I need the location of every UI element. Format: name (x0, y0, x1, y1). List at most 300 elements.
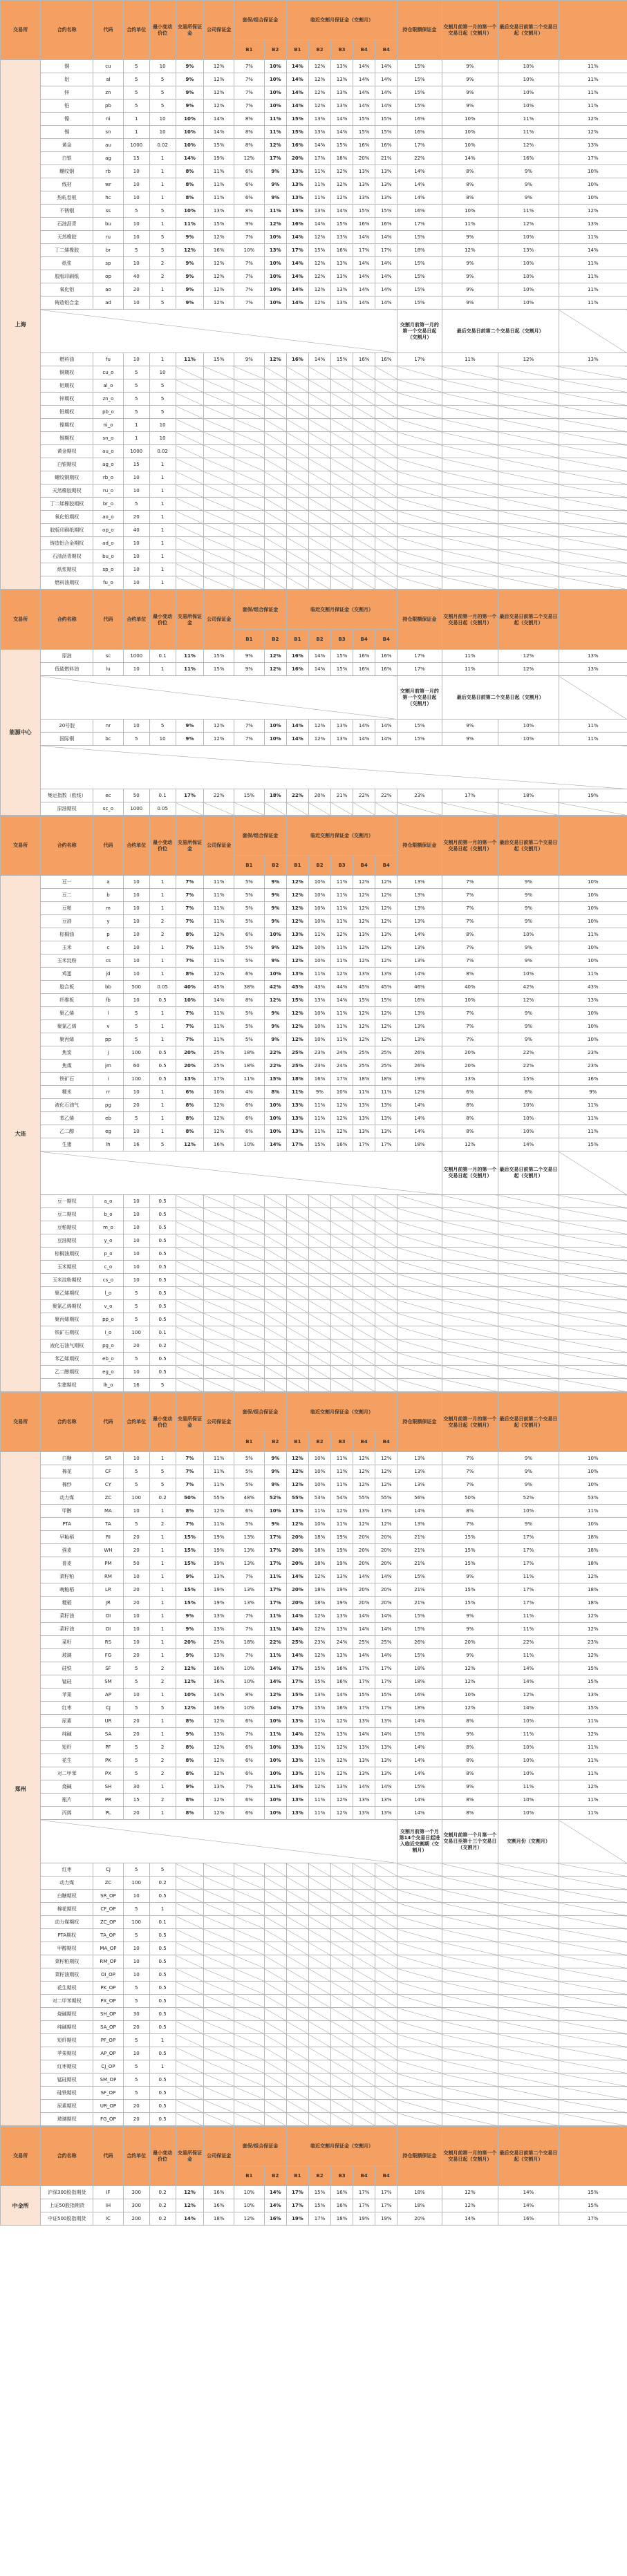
header-position-margin: 持仓限额保证金 (397, 1, 442, 60)
margin-cell: 12% (308, 1649, 330, 1662)
header-product: 合约名称 (41, 816, 93, 876)
product-name: 纸浆期权 (41, 563, 93, 576)
margin-cell: 0.5 (149, 1353, 176, 1366)
margin-cell: 9% (498, 178, 559, 191)
header-position-margin: 持仓限额保证金 (397, 590, 442, 650)
margin-cell: 17% (442, 789, 498, 802)
margin-cell: 10% (498, 968, 559, 981)
product-code: ss (93, 205, 124, 218)
margin-cell: 10 (123, 485, 149, 498)
margin-cell: 14% (397, 165, 442, 178)
margin-cell: 2 (149, 257, 176, 270)
margin-cell: 17% (204, 1073, 234, 1086)
product-name: 苹果 (41, 1689, 93, 1702)
margin-cell: 25% (204, 1636, 234, 1649)
margin-cell: 8% (442, 1125, 498, 1138)
empty-cell (204, 1995, 234, 2008)
margin-cell: 20 (123, 1649, 149, 1662)
product-code: UR_OP (93, 2100, 124, 2113)
margin-cell: 14% (375, 231, 397, 244)
margin-cell: 14% (353, 1780, 375, 1794)
margin-cell: 11% (331, 1465, 353, 1478)
product-name: 红枣 (41, 1863, 93, 1877)
empty-cell (559, 2113, 627, 2126)
margin-cell: 9% (442, 1649, 498, 1662)
header-row (1, 816, 627, 856)
empty-cell (264, 2047, 286, 2060)
margin-cell: 50 (123, 1557, 149, 1570)
empty-cell (442, 1929, 498, 1942)
product-name: 硅铁 (41, 1662, 93, 1675)
product-code: bu_o (93, 550, 124, 563)
margin-cell: 5 (149, 1702, 176, 1715)
margin-cell: 12% (204, 1741, 234, 1754)
margin-cell: 20% (176, 1046, 204, 1060)
product-name: 烧碱 (41, 1780, 93, 1794)
margin-cell: 14% (264, 1662, 286, 1675)
empty-cell (234, 458, 265, 471)
empty-cell (264, 1339, 286, 1353)
margin-cell: 8% (442, 968, 498, 981)
empty-cell (308, 1916, 330, 1929)
product-name: 短纤期权 (41, 2034, 93, 2047)
margin-cell: 25% (286, 1636, 308, 1649)
header-col_b3: B3 (331, 2166, 353, 2186)
margin-cell: 22% (264, 1046, 286, 1060)
product-code: rb (93, 165, 124, 178)
margin-cell: 0.5 (149, 1261, 176, 1274)
empty-cell (559, 1287, 627, 1300)
product-code: i_o (93, 1326, 124, 1339)
product-name: 天然橡胶期权 (41, 485, 93, 498)
margin-cell: 7% (442, 941, 498, 955)
margin-cell: 10 (123, 720, 149, 733)
margin-cell: 6% (234, 191, 265, 205)
margin-cell: 22% (397, 152, 442, 165)
table-row (1, 511, 627, 524)
table-row (1, 1086, 627, 1099)
empty-cell (397, 576, 442, 590)
margin-cell: 10 (123, 955, 149, 968)
margin-cell: 20 (123, 2113, 149, 2126)
margin-cell: 1 (149, 1125, 176, 1138)
margin-cell: 17% (353, 2199, 375, 2212)
empty-cell (353, 485, 375, 498)
empty-cell (559, 406, 627, 419)
margin-cell: 1 (149, 524, 176, 537)
empty-cell (308, 1366, 330, 1379)
empty-cell (176, 406, 204, 419)
empty-cell (264, 485, 286, 498)
table-row (1, 406, 627, 419)
margin-cell: 18% (353, 1073, 375, 1086)
margin-cell: 0.2 (149, 1492, 176, 1505)
product-code: CF_OP (93, 1903, 124, 1916)
margin-cell: 6% (234, 1741, 265, 1754)
empty-cell (234, 1287, 265, 1300)
header-exchange: 交易所 (1, 816, 41, 876)
margin-cell: 14% (353, 1570, 375, 1583)
margin-cell: 7% (234, 1780, 265, 1794)
margin-cell: 13% (375, 165, 397, 178)
margin-cell: 14% (397, 1754, 442, 1767)
margin-cell: 10 (123, 1234, 149, 1248)
margin-cell: 9% (442, 73, 498, 86)
margin-cell: 44% (331, 981, 353, 994)
margin-cell: 12% (176, 1702, 204, 1715)
margin-cell: 12% (264, 218, 286, 231)
empty-cell (353, 524, 375, 537)
header-exchange: 交易所 (1, 1, 41, 60)
empty-cell (286, 1863, 308, 1877)
margin-cell: 1 (149, 498, 176, 511)
margin-cell: 19% (375, 2212, 397, 2226)
empty-cell (331, 432, 353, 445)
empty-cell (498, 2021, 559, 2034)
margin-cell: 19% (204, 1531, 234, 1544)
margin-cell: 13% (286, 1112, 308, 1125)
empty-cell (559, 458, 627, 471)
header-col_b2: B2 (264, 856, 286, 876)
empty-cell (442, 1955, 498, 1968)
margin-cell: 19% (559, 789, 627, 802)
empty-cell (286, 550, 308, 563)
margin-cell: 11% (176, 218, 204, 231)
margin-cell: 5 (123, 1518, 149, 1531)
product-name: 花生期权 (41, 1982, 93, 1995)
product-name: 豆二期权 (41, 1208, 93, 1221)
margin-cell: 11% (442, 663, 498, 676)
product-code: au_o (93, 445, 124, 458)
margin-cell: 16% (286, 139, 308, 152)
table-row (1, 1248, 627, 1261)
empty-cell (397, 379, 442, 393)
margin-cell: 20% (176, 1060, 204, 1073)
header-exchange-margin: 交易所保证金 (176, 590, 204, 650)
empty-cell (204, 2100, 234, 2113)
margin-cell: 13% (353, 928, 375, 941)
empty-cell (353, 576, 375, 590)
product-name: 对二甲苯 (41, 1767, 93, 1780)
margin-cell: 10% (442, 1689, 498, 1702)
margin-cell: 5 (123, 2087, 149, 2100)
table-row (1, 126, 627, 139)
empty-cell (331, 458, 353, 471)
margin-cell: 10 (123, 1366, 149, 1379)
margin-cell: 17% (375, 1138, 397, 1151)
margin-cell: 6% (234, 1099, 265, 1112)
margin-cell: 12% (498, 139, 559, 152)
margin-cell: 12% (559, 205, 627, 218)
empty-cell (397, 1221, 442, 1234)
empty-cell (397, 1366, 442, 1379)
empty-cell (204, 2034, 234, 2047)
header-near-delivery-1: 交割月前第一月的第一个交易日起（交割月） (442, 816, 498, 876)
product-name: PTA (41, 1518, 93, 1531)
header-position-margin: 持仓限额保证金 (397, 2127, 442, 2186)
margin-cell: 5 (149, 1379, 176, 1392)
margin-cell: 0.5 (149, 1995, 176, 2008)
margin-cell: 0.5 (149, 1208, 176, 1221)
margin-cell: 7% (176, 1007, 204, 1020)
margin-cell: 21% (375, 152, 397, 165)
empty-cell (559, 1929, 627, 1942)
product-name: 丁二烯橡胶 (41, 244, 93, 257)
margin-cell: 15% (375, 113, 397, 126)
empty-cell (353, 1195, 375, 1208)
empty-cell (204, 1929, 234, 1942)
margin-cell: 17% (397, 650, 442, 663)
product-code: al (93, 73, 124, 86)
product-code: ad_o (93, 537, 124, 550)
empty-cell (498, 366, 559, 379)
margin-cell: 0.5 (149, 2008, 176, 2021)
margin-cell: 12% (204, 86, 234, 100)
empty-cell (264, 419, 286, 432)
empty-cell (308, 1195, 330, 1208)
empty-cell (397, 563, 442, 576)
empty-cell (375, 576, 397, 590)
empty-cell (442, 393, 498, 406)
margin-cell: 16% (353, 650, 375, 663)
margin-cell: 9% (264, 1465, 286, 1478)
empty-cell (264, 1955, 286, 1968)
margin-cell: 54% (331, 1492, 353, 1505)
margin-cell: 11% (498, 1649, 559, 1662)
margin-cell: 13% (286, 1715, 308, 1728)
empty-cell (176, 2113, 204, 2126)
margin-cell: 11% (559, 1794, 627, 1807)
empty-cell (204, 485, 234, 498)
empty-cell (264, 393, 286, 406)
margin-cell: 13% (331, 1649, 353, 1662)
empty-cell (286, 576, 308, 590)
margin-cell: 14% (353, 733, 375, 746)
margin-cell: 13% (331, 270, 353, 283)
table-row (1, 1583, 627, 1597)
product-code: rr (93, 1086, 124, 1099)
empty-cell (176, 1248, 204, 1261)
margin-cell: 5% (234, 1007, 265, 1020)
empty-cell (353, 1968, 375, 1982)
margin-cell: 1 (123, 419, 149, 432)
table-row (1, 1379, 627, 1392)
margin-cell: 15% (397, 720, 442, 733)
margin-cell: 0.5 (149, 2047, 176, 2060)
margin-cell: 16 (123, 1379, 149, 1392)
margin-cell: 17% (264, 1597, 286, 1610)
empty-cell (559, 1995, 627, 2008)
margin-cell: 14% (375, 73, 397, 86)
table-row (1, 393, 627, 406)
empty-cell (442, 432, 498, 445)
empty-cell (234, 1300, 265, 1313)
product-code: sp_o (93, 563, 124, 576)
margin-cell: 12% (353, 876, 375, 889)
margin-cell: 6% (234, 178, 265, 191)
product-code: c (93, 941, 124, 955)
empty-cell (353, 802, 375, 816)
header-col_b2: B2 (308, 40, 330, 60)
empty-cell (498, 1195, 559, 1208)
margin-cell: 11% (204, 1020, 234, 1033)
margin-cell: 9% (498, 1518, 559, 1531)
empty-cell (442, 1313, 498, 1326)
header-col_b4: B4 (353, 2166, 375, 2186)
empty-cell (176, 419, 204, 432)
empty-cell (286, 1287, 308, 1300)
header-col_b2: B2 (264, 40, 286, 60)
margin-cell: 17% (498, 1557, 559, 1570)
margin-cell: 1 (149, 458, 176, 471)
header-unit: 合约单位 (123, 1393, 149, 1452)
margin-cell: 0.02 (149, 139, 176, 152)
margin-cell: 10% (498, 60, 559, 73)
header-tick: 最小变动价位 (149, 590, 176, 650)
empty-cell (559, 471, 627, 485)
margin-cell: 14% (286, 231, 308, 244)
empty-cell (286, 2113, 308, 2126)
note-cell: 交割月前第一月的第一个交易日起（交割月） (397, 310, 442, 353)
empty-cell (559, 563, 627, 576)
header-col_b1: B1 (286, 1432, 308, 1452)
margin-cell: 5 (123, 2074, 149, 2087)
note-blank (41, 1820, 397, 1863)
margin-cell: 0.5 (149, 1287, 176, 1300)
product-name: PTA期权 (41, 1929, 93, 1942)
margin-cell: 15% (442, 1544, 498, 1557)
empty-cell (176, 1353, 204, 1366)
empty-cell (308, 1326, 330, 1339)
margin-cell: 9% (264, 1033, 286, 1046)
empty-cell (559, 393, 627, 406)
margin-cell: 1 (149, 471, 176, 485)
margin-cell: 12% (264, 353, 286, 366)
margin-cell: 10% (204, 1086, 234, 1099)
margin-cell: 6% (234, 1125, 265, 1138)
margin-cell: 14% (375, 100, 397, 113)
margin-cell: 7% (442, 1518, 498, 1531)
table-row (1, 1767, 627, 1780)
margin-cell: 6% (234, 968, 265, 981)
margin-cell: 12% (498, 1689, 559, 1702)
margin-cell: 15% (375, 205, 397, 218)
margin-cell: 1 (123, 126, 149, 139)
note-blank (41, 310, 397, 353)
margin-cell: 0.5 (149, 1046, 176, 1060)
empty-cell (353, 1877, 375, 1890)
margin-cell: 14% (286, 73, 308, 86)
margin-cell: 17% (308, 2212, 330, 2226)
margin-cell: 15% (204, 650, 234, 663)
empty-cell (308, 1287, 330, 1300)
margin-cell: 18% (286, 1073, 308, 1086)
margin-cell: 20% (286, 1557, 308, 1570)
margin-cell: 1 (149, 485, 176, 498)
margin-cell: 7% (176, 1478, 204, 1492)
product-name: 锰硅 (41, 1675, 93, 1689)
margin-cell: 13% (353, 1767, 375, 1780)
empty-cell (331, 1366, 353, 1379)
empty-cell (375, 1916, 397, 1929)
empty-cell (397, 2034, 442, 2047)
margin-cell: 1 (149, 178, 176, 191)
margin-cell: 0.5 (149, 1274, 176, 1287)
margin-cell: 2 (149, 1794, 176, 1807)
margin-cell: 10% (308, 1020, 330, 1033)
header-tick: 最小变动价位 (149, 1393, 176, 1452)
empty-cell (353, 366, 375, 379)
empty-cell (498, 2100, 559, 2113)
margin-cell: 9% (442, 1728, 498, 1741)
margin-cell: 9% (264, 915, 286, 928)
empty-cell (559, 1234, 627, 1248)
margin-cell: 12% (308, 283, 330, 297)
margin-cell: 13% (286, 1099, 308, 1112)
margin-cell: 7% (176, 941, 204, 955)
table-row (1, 2113, 627, 2126)
margin-cell: 9% (498, 1033, 559, 1046)
empty-cell (375, 1248, 397, 1261)
empty-cell (176, 524, 204, 537)
empty-cell (375, 1261, 397, 1274)
margin-cell: 14% (286, 283, 308, 297)
product-code: bc (93, 733, 124, 746)
empty-cell (264, 1300, 286, 1313)
header-col_b2: B2 (308, 1432, 330, 1452)
table-row (1, 1780, 627, 1794)
empty-cell (264, 1234, 286, 1248)
empty-cell (353, 1929, 375, 1942)
margin-cell: 5 (123, 406, 149, 419)
margin-cell: 16% (375, 218, 397, 231)
margin-cell: 9% (234, 650, 265, 663)
margin-cell: 25% (286, 1060, 308, 1073)
header-tiered-margin: 套保/组合保证金 (234, 590, 287, 630)
table-row (1, 941, 627, 955)
margin-cell: 18% (375, 1073, 397, 1086)
empty-cell (559, 524, 627, 537)
table-row (1, 968, 627, 981)
note-cell: 最后交易日前第二个交易日起（交割月） (442, 676, 559, 720)
margin-cell: 8% (234, 113, 265, 126)
header-code: 代码 (93, 2127, 124, 2186)
table-row (1, 1557, 627, 1570)
margin-cell: 13% (353, 1125, 375, 1138)
margin-cell: 12% (204, 231, 234, 244)
empty-cell (331, 1339, 353, 1353)
margin-cell: 10% (308, 1033, 330, 1046)
empty-cell (308, 2021, 330, 2034)
empty-cell (353, 445, 375, 458)
margin-cell: 5 (149, 1478, 176, 1492)
margin-cell: 21% (397, 1531, 442, 1544)
margin-cell: 8% (234, 1689, 265, 1702)
empty-cell (559, 1863, 627, 1877)
margin-cell: 10 (123, 297, 149, 310)
header-col_b3: B3 (331, 40, 353, 60)
table-row (1, 576, 627, 590)
product-code: jd (93, 968, 124, 981)
empty-cell (331, 1326, 353, 1339)
empty-cell (264, 1903, 286, 1916)
margin-cell: 13% (331, 733, 353, 746)
header-unit: 合约单位 (123, 816, 149, 876)
margin-cell: 100 (123, 1073, 149, 1086)
note-cell: 交割月份（交割月） (498, 1820, 559, 1863)
empty-cell (331, 393, 353, 406)
empty-cell (286, 1890, 308, 1903)
